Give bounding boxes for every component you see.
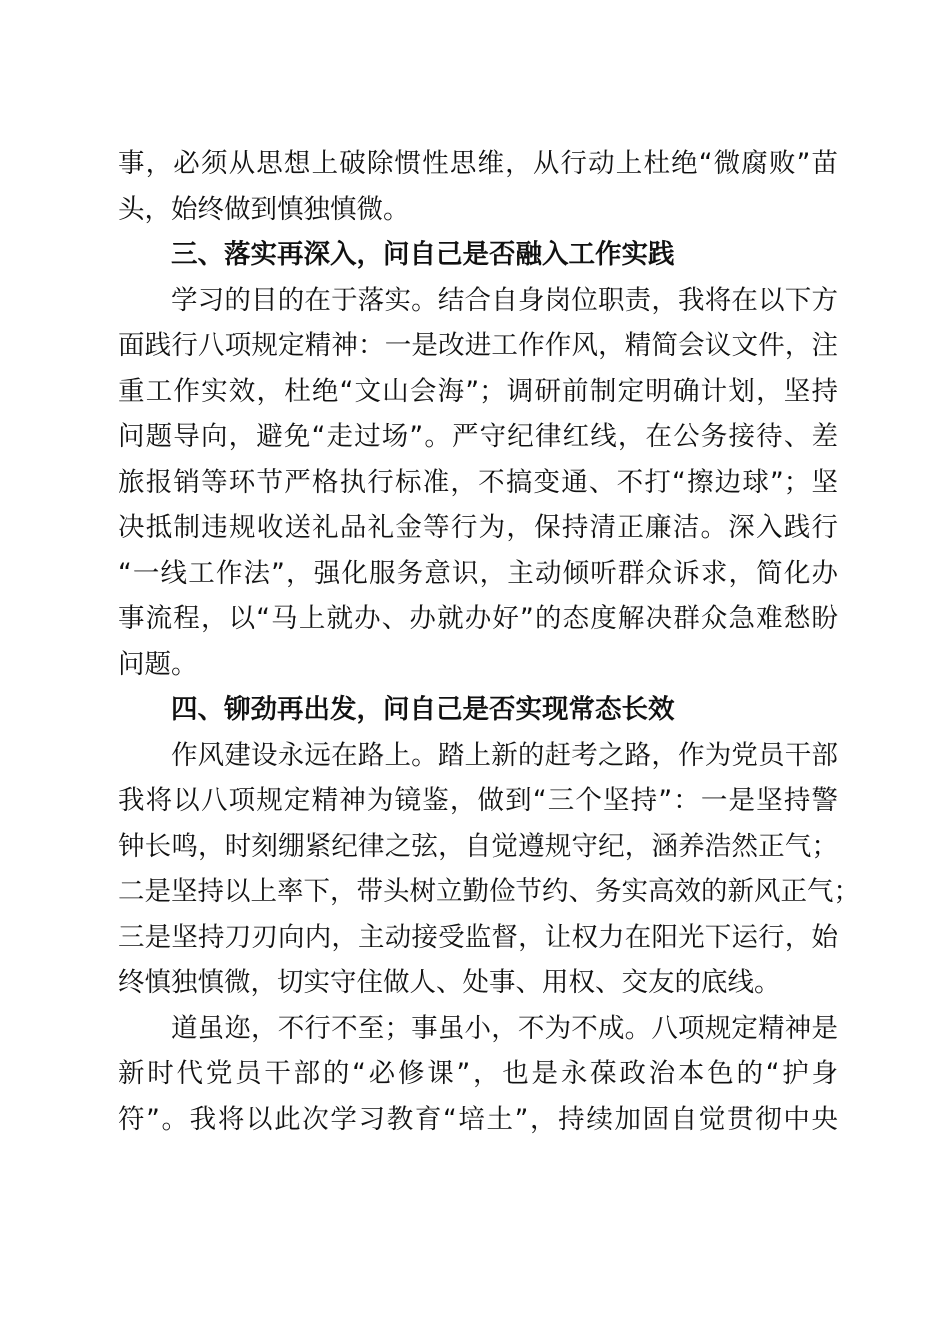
body-text-line: 重工作实效，杜绝“文山会海”；调研前制定明确计划，坚持	[118, 376, 838, 407]
body-text-line: 问题导向，避免“走过场”。严守纪律红线，在公务接待、差	[118, 421, 838, 452]
paragraph-first-line: 作风建设永远在路上。踏上新的赶考之路，作为党员干部	[171, 740, 838, 771]
body-text-line: 钟长鸣，时刻绷紧纪律之弦，自觉遵规守纪，涵养浩然正气；	[118, 831, 838, 862]
body-text-line: 新时代党员干部的“必修课”，也是永葆政治本色的“护身	[118, 1058, 838, 1089]
body-text-line: “一线工作法”，强化服务意识，主动倾听群众诉求，简化办	[118, 558, 838, 589]
body-text-line: 旅报销等环节严格执行标准，不搞变通、不打“擦边球”；坚	[118, 467, 838, 498]
body-text-line: 决抵制违规收送礼品礼金等行为，保持清正廉洁。深入践行	[118, 512, 838, 543]
body-text-line: 面践行八项规定精神：一是改进工作作风，精简会议文件，注	[118, 330, 838, 361]
body-text-line: 事流程，以“马上就办、办就办好”的态度解决群众急难愁盼	[118, 603, 838, 634]
section-heading-4: 四、铆劲再出发，问自己是否实现常态长效	[171, 694, 675, 725]
body-text-line: 问题。	[118, 649, 198, 680]
body-text-line: 事，必须从思想上破除惯性思维，从行动上杜绝“微腐败”苗	[118, 148, 838, 179]
body-text-line: 符”。我将以此次学习教育“培土”，持续加固自觉贯彻中央	[118, 1104, 838, 1135]
body-text-line: 终慎独慎微，切实守住做人、处事、用权、交友的底线。	[118, 967, 781, 998]
section-heading-3: 三、落实再深入，问自己是否融入工作实践	[171, 239, 675, 270]
body-text-line: 我将以八项规定精神为镜鉴，做到“三个坚持”：一是坚持警	[118, 785, 838, 816]
body-text-line: 头，始终做到慎独慎微。	[118, 194, 410, 225]
paragraph-first-line: 学习的目的在于落实。结合自身岗位职责，我将在以下方	[171, 285, 838, 316]
paragraph-first-line: 道虽迩，不行不至；事虽小，不为不成。八项规定精神是	[171, 1013, 838, 1044]
body-text-line: 三是坚持刀刃向内，主动接受监督，让权力在阳光下运行，始	[118, 922, 838, 953]
body-text-line: 二是坚持以上率下，带头树立勤俭节约、务实高效的新风正气；	[118, 876, 860, 907]
